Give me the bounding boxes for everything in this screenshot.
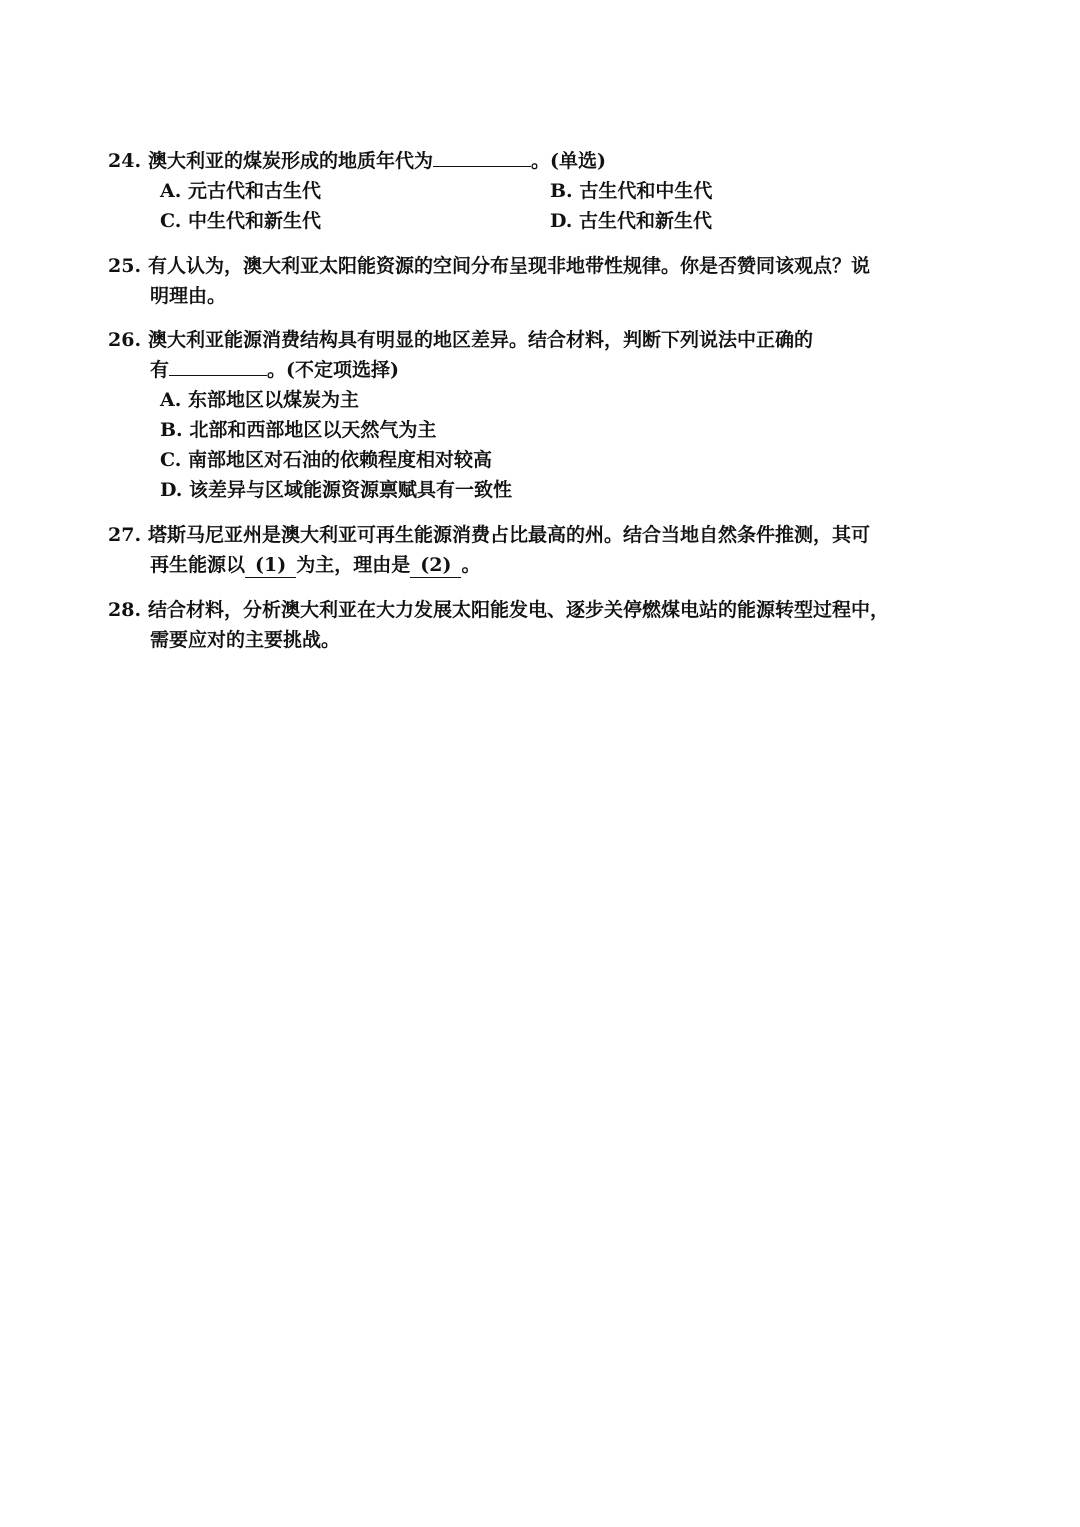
question-28-line1 (108, 595, 928, 625)
question-text: 明理由。 (150, 285, 227, 307)
question-text: 有人认为，澳大利亚太阳能资源的空间分布呈现非地带性规律。你是否赞同该观点？说 (148, 255, 871, 277)
option-label: C. (160, 210, 182, 232)
answer-blank-1: (1) (245, 553, 296, 578)
option-text: 北部和西部地区以天然气为主 (189, 419, 437, 441)
option-d (108, 475, 928, 505)
question-27-line2 (108, 550, 928, 580)
question-26-line2 (108, 355, 928, 385)
option-label: C. (160, 449, 182, 471)
question-text: 塔斯马尼亚州是澳大利亚可再生能源消费占比最高的州。结合当地自然条件推测，其可 (148, 524, 871, 546)
question-text: 。 (461, 554, 481, 576)
answer-blank-2: (2) (410, 553, 461, 578)
question-text: 。(单选) (531, 150, 606, 172)
option-c (108, 206, 498, 236)
question-26 (108, 325, 928, 505)
question-text: 再生能源以 (150, 554, 246, 576)
option-text: 该差异与区域能源资源禀赋具有一致性 (189, 479, 513, 501)
option-text: 元古代和古生代 (187, 180, 321, 202)
question-text: 需要应对的主要挑战。 (150, 629, 341, 651)
question-number: 26. (108, 329, 142, 351)
question-number: 28. (108, 599, 142, 621)
question-text: 有 (150, 359, 170, 381)
option-a (108, 385, 928, 415)
option-text: 东部地区以煤炭为主 (187, 389, 359, 411)
option-label: B. (160, 419, 183, 441)
option-d (498, 206, 888, 236)
question-number: 24. (108, 150, 142, 172)
question-number: 25. (108, 255, 142, 277)
option-label: B. (550, 180, 573, 202)
option-text: 南部地区对石油的依赖程度相对较高 (188, 449, 493, 471)
option-label: A. (160, 389, 182, 411)
option-label: D. (550, 210, 573, 232)
options-row (108, 206, 928, 236)
option-text: 古生代和中生代 (579, 180, 713, 202)
answer-blank (169, 355, 267, 376)
option-a (108, 176, 498, 206)
option-text: 中生代和新生代 (188, 210, 322, 232)
answer-blank (433, 146, 531, 167)
option-b (108, 415, 928, 445)
question-28 (108, 595, 928, 655)
options-row (108, 176, 928, 206)
option-text: 古生代和新生代 (579, 210, 713, 232)
question-text: 澳大利亚的煤炭形成的地质年代为 (148, 150, 434, 172)
option-c (108, 445, 928, 475)
question-28-line2 (108, 625, 928, 655)
question-25 (108, 251, 928, 311)
option-label: A. (160, 180, 182, 202)
option-label: D. (160, 479, 183, 501)
question-number: 27. (108, 524, 142, 546)
question-text: 。(不定项选择) (267, 359, 399, 381)
question-text: 澳大利亚能源消费结构具有明显的地区差异。结合材料，判断下列说法中正确的 (148, 329, 814, 351)
question-25-line1 (108, 251, 928, 281)
question-26-line1 (108, 325, 928, 355)
question-24 (108, 146, 928, 236)
option-b (498, 176, 888, 206)
question-text: 为主，理由是 (296, 554, 411, 576)
question-27-line1 (108, 520, 928, 550)
question-25-line2 (108, 281, 928, 311)
question-text: 结合材料，分析澳大利亚在大力发展太阳能发电、逐步关停燃煤电站的能源转型过程中， (148, 599, 890, 621)
question-24-stem (108, 146, 928, 176)
question-27 (108, 520, 928, 580)
